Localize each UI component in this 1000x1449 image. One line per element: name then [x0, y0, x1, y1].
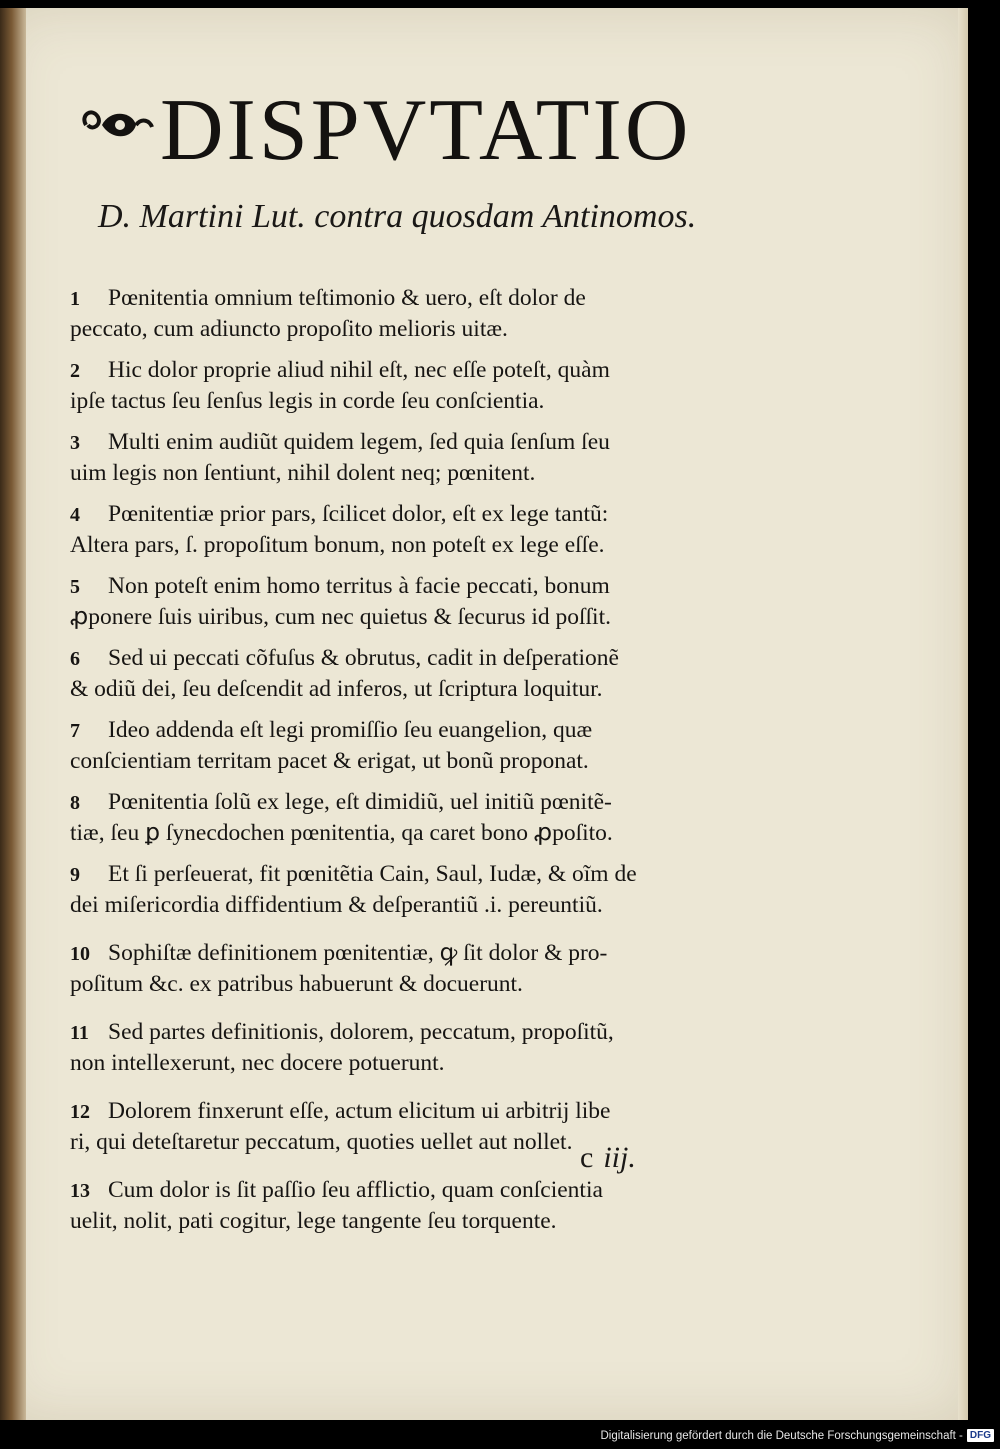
thesis-number: 5 — [70, 576, 80, 598]
dfg-logo-icon: DFG — [967, 1429, 994, 1442]
thesis-text: poſitum &c. ex patribus habuerunt & docuerunt. — [70, 971, 523, 997]
thesis-item — [70, 643, 732, 705]
thesis-text: Non poteſt enim homo territus à facie peccati, bonum — [108, 573, 610, 599]
thesis-number: 4 — [70, 504, 80, 526]
thesis-text: dei miſericordia diffidentium & deſperantiũ .i. pereuntiũ. — [70, 892, 603, 918]
thesis-text: uelit, nolit, pati cogitur, lege tangente ſeu torquente. — [70, 1208, 557, 1234]
thesis-number: 11 — [70, 1022, 89, 1044]
thesis-text: Pœnitentia omnium teſtimonio & uero, eſt dolor de — [108, 285, 586, 311]
thesis-item — [70, 499, 732, 561]
thesis-text: Pœnitentia ſolũ ex lege, eſt dimidiũ, uel initiũ pœnitẽ- — [108, 789, 612, 815]
signature-mark — [580, 1141, 636, 1175]
thesis-text: Cum dolor is ſit paſſio ſeu afflictio, quam conſcientia — [108, 1177, 603, 1203]
thesis-text: ri, qui deteſtaretur peccatum, quoties uellet aut nollet. — [70, 1129, 573, 1155]
thesis-text: Dolorem finxerunt eſſe, actum elicitum ui arbitrij libe — [108, 1098, 611, 1124]
page-edge — [958, 8, 968, 1420]
thesis-text: Sed ui peccati cõfuſus & obrutus, cadit in deſperationẽ — [108, 645, 619, 671]
page-title: DISPVTATIO — [160, 82, 692, 179]
thesis-item — [70, 859, 732, 921]
thesis-item — [70, 938, 732, 1000]
thesis-text: peccato, cum adiuncto propoſito melioris uitæ. — [70, 316, 508, 342]
thesis-item — [70, 571, 732, 633]
thesis-item — [70, 787, 732, 849]
thesis-text: uim legis non ſentiunt, nihil dolent neq; pœnitent. — [70, 460, 536, 486]
thesis-number: 9 — [70, 864, 80, 886]
thesis-item — [70, 715, 732, 777]
book-spine — [0, 8, 26, 1420]
theses-list — [70, 283, 732, 1247]
thesis-text: Et ſi perſeuerat, fit pœnitẽtia Cain, Saul, Iudæ, & oĩm de — [108, 861, 637, 887]
thesis-text: Sed partes definitionis, dolorem, peccatum, propoſitũ, — [108, 1019, 614, 1045]
thesis-text: Pœnitentiæ prior pars, ſcilicet dolor, eſt ex lege tantũ: — [108, 501, 609, 527]
thesis-text: & odiũ dei, ſeu deſcendit ad inferos, ut ſcriptura loquitur. — [70, 676, 603, 702]
thesis-number: 1 — [70, 288, 80, 310]
signature-letter: c — [580, 1141, 594, 1174]
thesis-number: 6 — [70, 648, 80, 670]
thesis-text: Multi enim audiũt quidem legem, ſed quia ſenſum ſeu — [108, 429, 610, 455]
thesis-number: 3 — [70, 432, 80, 454]
thesis-number: 2 — [70, 360, 80, 382]
scanned-page — [0, 8, 968, 1420]
thesis-text: ꝓponere ſuis uiribus, cum nec quietus & ſecurus id poſſit. — [70, 604, 611, 630]
fleuron-ornament-icon — [78, 95, 154, 155]
title-block — [78, 80, 938, 180]
thesis-number: 8 — [70, 792, 80, 814]
thesis-text: Altera pars, ſ. propoſitum bonum, non poteſt ex lege eſſe. — [70, 532, 605, 558]
thesis-text: ipſe tactus ſeu ſenſus legis in corde ſeu conſcientia. — [70, 388, 545, 414]
thesis-number: 13 — [70, 1180, 90, 1202]
thesis-number: 7 — [70, 720, 80, 742]
thesis-item — [70, 1175, 732, 1237]
thesis-text: tiæ, ſeu ꝑ ſynecdochen pœnitentia, qa caret bono ꝓpoſito. — [70, 820, 613, 846]
thesis-text: non intellexerunt, nec docere potuerunt. — [70, 1050, 445, 1076]
thesis-item — [70, 427, 732, 489]
thesis-item — [70, 283, 732, 345]
thesis-item — [70, 1017, 732, 1079]
thesis-item — [70, 355, 732, 417]
thesis-text: conſcientiam territam pacet & erigat, ut bonũ proponat. — [70, 748, 589, 774]
thesis-text: Hic dolor proprie aliud nihil eſt, nec eſſe poteſt, quàm — [108, 357, 610, 383]
thesis-number: 12 — [70, 1101, 90, 1123]
signature-page: iij. — [603, 1141, 636, 1174]
subtitle: D. Martini Lut. contra quosdam Antinomos. — [98, 198, 697, 235]
footer-text: Digitalisierung gefördert durch die Deutsche Forschungsgemeinschaft - — [600, 1430, 963, 1442]
thesis-number: 10 — [70, 943, 90, 965]
funding-footer — [600, 1427, 994, 1445]
thesis-text: Ideo addenda eſt legi promiſſio ſeu euangelion, quæ — [108, 717, 593, 743]
thesis-text: Sophiſtæ definitionem pœnitentiæ, ꝙ ſit dolor & pro- — [108, 940, 608, 966]
